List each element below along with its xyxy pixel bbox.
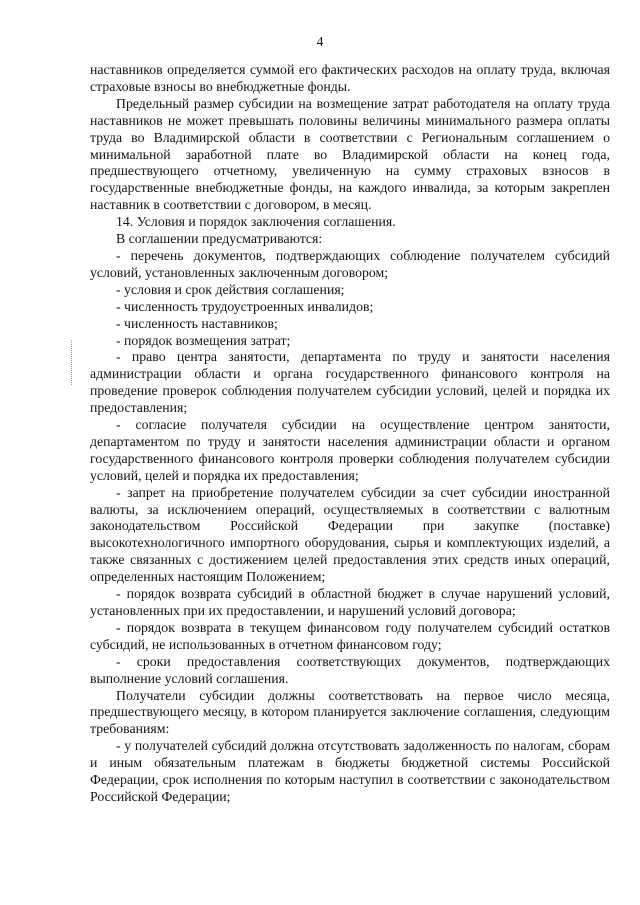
list-item: - численность трудоустроенных инвалидов; [116,298,374,314]
list-item: - сроки предоставления соответствующих документов, подтверждающих выполнение условий соглашения. [90,653,610,686]
scan-artifact [71,340,75,385]
document-body [90,62,610,806]
paragraph-recipient-requirements: Получатели субсидии должны соответствовать на первое число месяца, предшествующего месяцу, в котором планируется заключение соглашения, следующим требованиям: [90,687,610,737]
list-item: - условия и срок действия соглашения; [116,281,345,297]
list-item: - порядок возмещения затрат; [116,332,291,348]
section-heading-agreement: 14. Условия и порядок заключения соглашения. [116,214,396,230]
list-item: - порядок возврата субсидий в областной бюджет в случае нарушений условий, установленных при их предоставлении, и нарушений условий договора; [90,586,610,618]
list-item: - запрет на приобретение получателем субсидии за счет субсидии иностранной валюты, за исключением операций, осуществляемых в соответствии с валютным законодательством Российской Федерации при закупке (поставке) высокотехнологичного импортного оборудования, сырья и комплектующих изделий, а также связанных с достижением целей предоставления этих средств иных операций, определенных настоящим Положением; [90,484,610,585]
list-item: - порядок возврата в текущем финансовом году получателем субсидий остатков субсидий, не использованных в отчетном финансовом году; [90,619,610,652]
list-item: - перечень документов, подтверждающих соблюдение получателем субсидий условий, установленных заключенным договором; [90,247,610,280]
paragraph-agreement-provides: В соглашении предусматриваются: [116,231,323,247]
paragraph-subsidy-limit: Предельный размер субсидии на возмещение затрат работодателя на оплату труда наставников не может превышать половины величины минимального размера оплаты труда во Владимирской области в соответствии с Региональным соглашением о минимальной заработной плате во Владимирской области на конец года, предшествующего отчетному, увеличенную на сумму страховых взносов в государственные внебюджетные фонды, на каждого инвалида, за которым закреплен наставник в соответствии с договором, в месяц. [90,95,610,213]
list-item: - согласие получателя субсидии на осуществление центром занятости, департаментом по труду и занятости населения администрации области и органом государственного финансового контроля проверки соблюдения получателем субсидии условий, целей и порядка их предоставления; [90,417,610,483]
page-number: 4 [316,34,324,49]
list-item: - численность наставников; [116,315,278,331]
list-item: - у получателей субсидий должна отсутствовать задолженность по налогам, сборам и иным обязательным платежам в бюджеты бюджетной системы Российской Федерации, срок исполнения по которым наступил в соответствии с законодательством Российской Федерации; [90,738,610,804]
paragraph-payment-continuation: наставников определяется суммой его фактических расходов на оплату труда, включая страховые взносы во внебюджетные фонды. [90,62,610,94]
list-item: - право центра занятости, департамента по труду и занятости населения администрации области и органа государственного финансового контроля на проведение проверок соблюдения получателем субсидии условий, целей и порядка их предоставления; [90,349,610,416]
